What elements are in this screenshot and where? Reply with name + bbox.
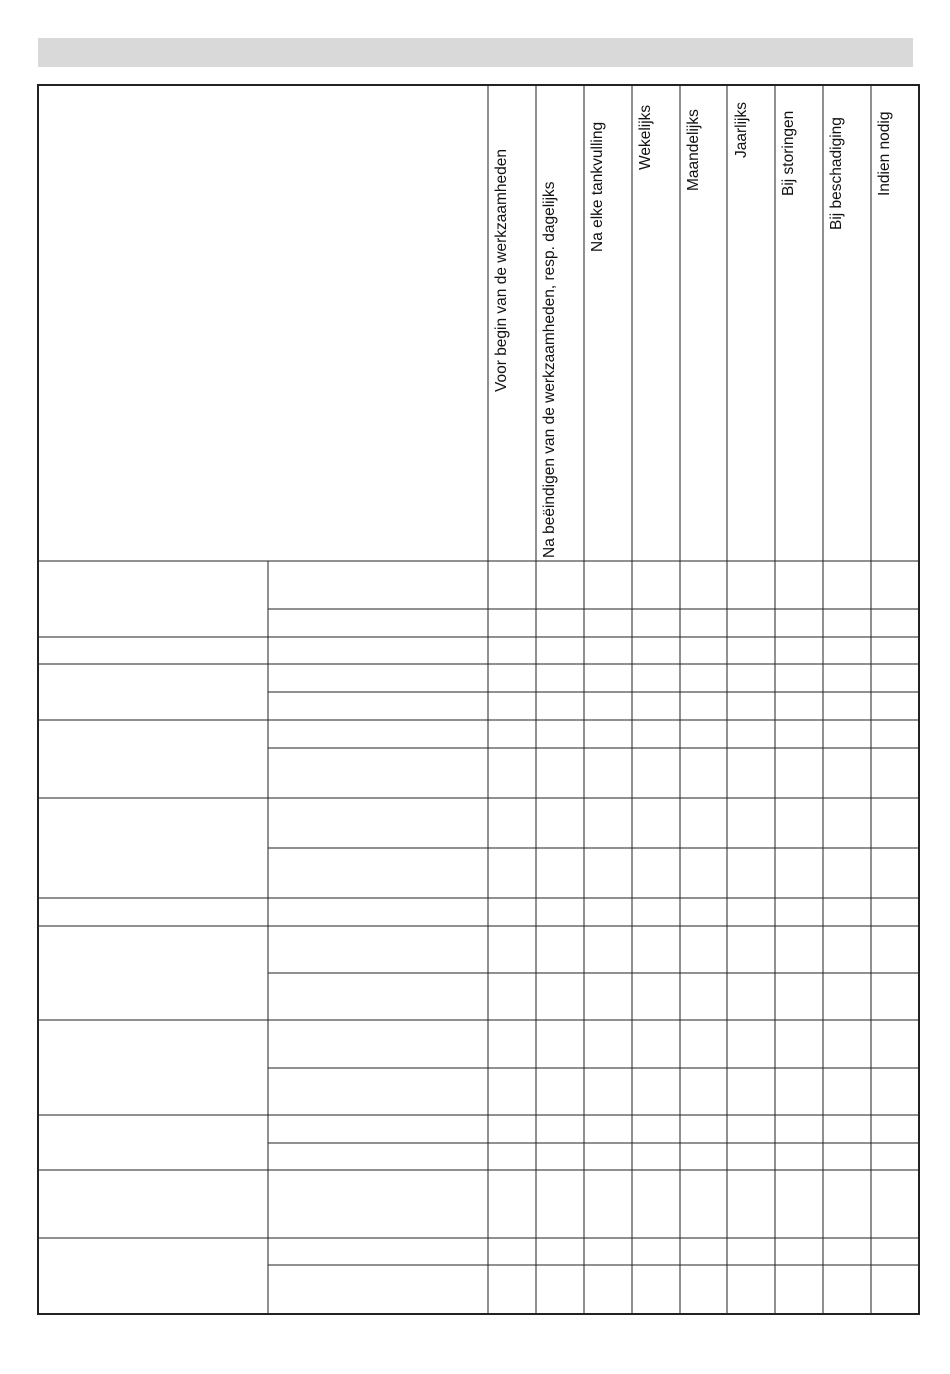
table-frame <box>38 85 919 1314</box>
row-dividers <box>38 561 919 1265</box>
column-header-indien-nodig: Indien nodig <box>876 111 893 196</box>
column-header-na-beeindigen: Na beëindigen van de werkzaamheden, resp. dagelijks <box>541 181 558 558</box>
column-header-maandelijks: Maandelijks <box>685 109 702 191</box>
column-header-bij-storingen: Bij storingen <box>780 110 797 196</box>
column-header-jaarlijks: Jaarlijks <box>733 102 750 158</box>
column-header-wekelijks: Wekelijks <box>637 104 654 170</box>
column-header-voor-begin: Voor begin van de werkzaamheden <box>493 149 510 392</box>
column-dividers <box>268 85 871 1314</box>
column-header-bij-beschadiging: Bij beschadiging <box>828 117 845 230</box>
column-header-na-tankvulling: Na elke tankvulling <box>589 121 606 252</box>
